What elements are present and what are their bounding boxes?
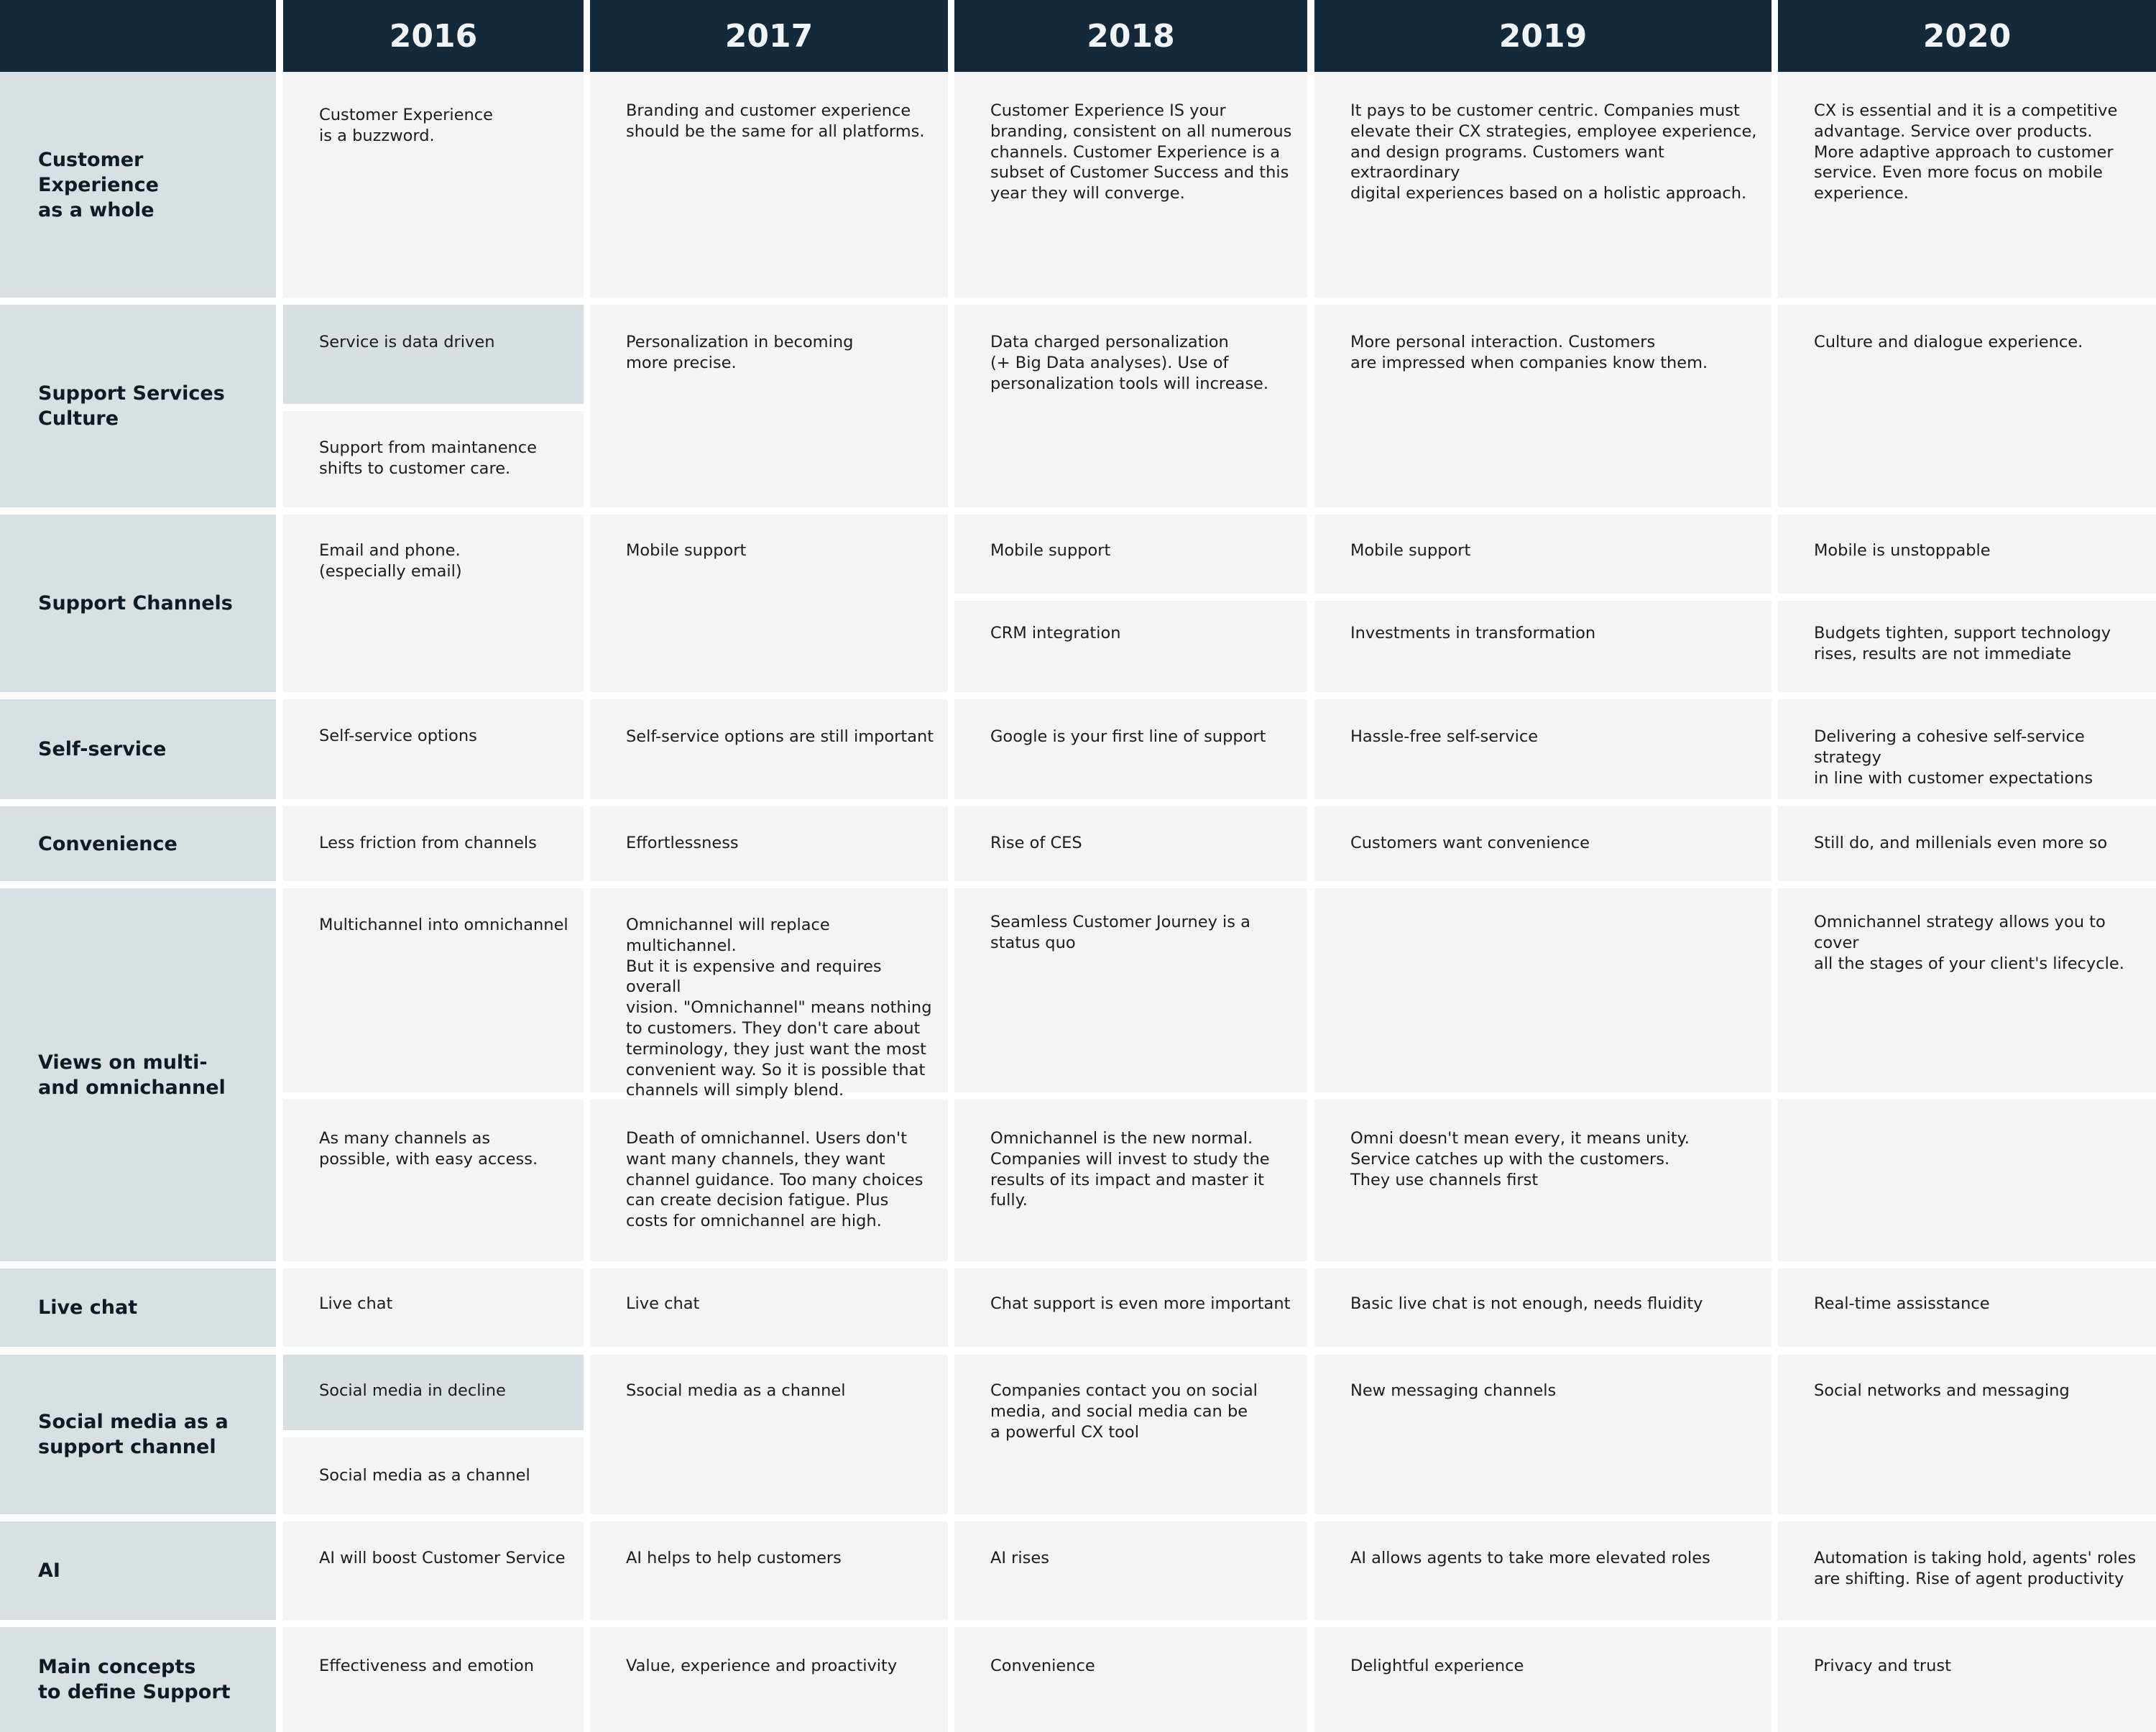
year-header-2017: 2017 xyxy=(590,0,948,72)
cell-text: It pays to be customer centric. Companies must elevate their CX strategies, employee experience, and design programs. Customers want extraordinary digital experiences based on a holistic approach. xyxy=(1350,101,1757,203)
table-cell xyxy=(1778,305,2156,507)
row-label xyxy=(0,1355,276,1514)
row-label-text: Convenience xyxy=(38,832,178,855)
table-cell xyxy=(1314,888,1772,1092)
cell-text: Customers want convenience xyxy=(1350,834,1590,852)
table-cell xyxy=(1778,1627,2156,1732)
table-cell xyxy=(1778,1355,2156,1514)
cell-text: CX is essential and it is a competitive advantage. Service over products. More adaptive approach to customer service. Even more focus on mobile experience. xyxy=(1814,101,2118,203)
cell-text: Effectiveness and emotion xyxy=(319,1657,534,1675)
row-label-text: Self-service xyxy=(38,738,167,760)
row-label xyxy=(0,515,276,692)
cell-text: Still do, and millenials even more so xyxy=(1814,834,2108,852)
table-cell xyxy=(283,515,584,692)
cell-text: More personal interaction. Customers are impressed when companies know them. xyxy=(1350,333,1708,372)
year-header-2019: 2019 xyxy=(1314,0,1772,72)
table-cell xyxy=(954,1627,1307,1732)
table-cell xyxy=(1314,1268,1772,1347)
cell-text: AI helps to help customers xyxy=(626,1549,842,1567)
cell-text: Data charged personalization (+ Big Data analyses). Use of personalization tools will increase. xyxy=(990,333,1269,393)
cell-text: Multichannel into omnichannel xyxy=(319,916,568,934)
table-cell xyxy=(283,699,584,799)
row-label-text: Support Services Culture xyxy=(38,382,225,430)
cell-text: Google is your first line of support xyxy=(990,727,1266,746)
row-label-text: Customer Experience as a whole xyxy=(38,148,159,221)
row-label xyxy=(0,699,276,799)
table-cell xyxy=(283,1100,584,1261)
cell-text: Value, experience and proactivity xyxy=(626,1657,898,1675)
year-header-2018: 2018 xyxy=(954,0,1307,72)
cell-text: Branding and customer experience should be the same for all platforms. xyxy=(626,101,925,141)
table-cell xyxy=(283,1355,584,1430)
table-cell xyxy=(954,888,1307,1092)
cell-text: Support from maintanence shifts to customer care. xyxy=(319,438,538,478)
row-label xyxy=(0,1521,276,1620)
cell-text: As many channels as possible, with easy access. xyxy=(319,1129,538,1169)
cell-text: Convenience xyxy=(990,1657,1095,1675)
cell-text: Real-time assisstance xyxy=(1814,1294,1990,1313)
row-label-text: Social media as a support channel xyxy=(38,1411,229,1458)
cell-text: Mobile support xyxy=(1350,541,1471,560)
cell-text: Less friction from channels xyxy=(319,834,537,852)
cell-text: Delightful experience xyxy=(1350,1657,1524,1675)
table-cell xyxy=(1314,1627,1772,1732)
cell-text: Self-service options are still important xyxy=(626,727,934,746)
cell-text: Social media in decline xyxy=(319,1381,506,1400)
table-cell xyxy=(1314,515,1772,594)
cell-text: Investments in transformation xyxy=(1350,624,1596,642)
table-cell xyxy=(590,515,948,692)
cell-text: Basic live chat is not enough, needs fluidity xyxy=(1350,1294,1703,1313)
table-cell xyxy=(1314,1521,1772,1620)
table-cell xyxy=(590,72,948,298)
row-label-text: Views on multi- and omnichannel xyxy=(38,1051,226,1099)
cell-text: AI will boost Customer Service xyxy=(319,1549,566,1567)
table-cell xyxy=(1778,515,2156,594)
table-cell xyxy=(590,1355,948,1514)
cell-text: Death of omnichannel. Users don't want many channels, they want channel guidance. Too many choices can create decision fatigue. Plus costs for omnichannel are high. xyxy=(626,1129,923,1231)
table-cell xyxy=(1314,72,1772,298)
row-label xyxy=(0,888,276,1261)
row-label xyxy=(0,1627,276,1732)
table-cell xyxy=(1314,806,1772,881)
table-cell xyxy=(283,305,584,404)
row-label xyxy=(0,72,276,298)
cell-text: Automation is taking hold, agents' roles are shifting. Rise of agent productivity xyxy=(1814,1549,2137,1588)
table-cell xyxy=(1314,1100,1772,1261)
cell-text: Self-service options xyxy=(319,727,477,745)
table-cell xyxy=(1778,72,2156,298)
row-label xyxy=(0,806,276,881)
cell-text: Budgets tighten, support technology rises, results are not immediate xyxy=(1814,624,2111,663)
cell-text: CRM integration xyxy=(990,624,1121,642)
table-cell xyxy=(283,1437,584,1514)
table-cell xyxy=(590,888,948,1100)
cell-text: Mobile support xyxy=(626,541,747,560)
table-cell xyxy=(1778,888,2156,1092)
table-cell xyxy=(954,806,1307,881)
table-cell xyxy=(954,72,1307,298)
table-cell xyxy=(590,806,948,881)
cell-text: Mobile is unstoppable xyxy=(1814,541,1991,560)
row-label-text: AI xyxy=(38,1560,60,1582)
row-label-text: Main concepts to define Support xyxy=(38,1656,231,1703)
table-cell xyxy=(590,1627,948,1732)
cell-text: Delivering a cohesive self-service strategy in line with customer expectations xyxy=(1814,727,2093,788)
cell-text: Customer Experience IS your branding, consistent on all numerous channels. Customer Experience is a subset of Customer Success and this year they will converge. xyxy=(990,101,1292,203)
cell-text: Social media as a channel xyxy=(319,1466,530,1485)
table-cell xyxy=(1778,601,2156,692)
cell-text: Email and phone. (especially email) xyxy=(319,541,462,581)
row-label-text: Support Channels xyxy=(38,592,233,614)
table-cell xyxy=(283,411,584,507)
cell-text: Social networks and messaging xyxy=(1814,1381,2070,1400)
table-cell xyxy=(1778,699,2156,799)
table-cell xyxy=(590,1268,948,1347)
cell-text: Omnichannel strategy allows you to cover all the stages of your client's lifecycle. xyxy=(1814,913,2124,973)
row-label xyxy=(0,1268,276,1347)
table-cell xyxy=(283,1627,584,1732)
table-cell xyxy=(590,699,948,799)
cell-text: AI rises xyxy=(990,1549,1049,1567)
cell-text: Rise of CES xyxy=(990,834,1082,852)
table-cell xyxy=(954,515,1307,594)
cell-text: Omni doesn't mean every, it means unity. Service catches up with the customers. They use channels first xyxy=(1350,1129,1690,1189)
table-cell xyxy=(1778,1521,2156,1620)
table-cell xyxy=(283,888,584,1092)
table-cell xyxy=(1314,1355,1772,1514)
year-header-2020: 2020 xyxy=(1778,0,2156,72)
table-cell xyxy=(1778,806,2156,881)
table-cell xyxy=(954,1355,1307,1514)
cell-text: Live chat xyxy=(626,1294,700,1313)
table-cell xyxy=(283,1268,584,1347)
table-cell xyxy=(954,1100,1307,1261)
header-corner xyxy=(0,0,276,72)
table-cell xyxy=(954,699,1307,799)
table-cell xyxy=(590,1521,948,1620)
table-cell xyxy=(954,601,1307,692)
table-cell xyxy=(1778,1268,2156,1347)
cell-text: Service is data driven xyxy=(319,333,495,351)
cell-text: Hassle-free self-service xyxy=(1350,727,1539,746)
table-cell xyxy=(590,305,948,507)
table-cell xyxy=(1314,699,1772,799)
table-cell xyxy=(1314,601,1772,692)
cell-text: New messaging channels xyxy=(1350,1381,1557,1400)
table-cell xyxy=(283,72,584,298)
cell-text: Privacy and trust xyxy=(1814,1657,1951,1675)
cell-text: Live chat xyxy=(319,1294,393,1313)
cell-text: Ssocial media as a channel xyxy=(626,1381,846,1400)
cell-text: Chat support is even more important xyxy=(990,1294,1291,1313)
cell-text: Effortlessness xyxy=(626,834,739,852)
table-cell xyxy=(1314,305,1772,507)
table-cell xyxy=(283,1521,584,1620)
cell-text: AI allows agents to take more elevated roles xyxy=(1350,1549,1710,1567)
table-cell xyxy=(954,1521,1307,1620)
year-header-2016: 2016 xyxy=(283,0,584,72)
table-cell xyxy=(954,1268,1307,1347)
cell-text: Mobile support xyxy=(990,541,1111,560)
table-cell xyxy=(1778,1100,2156,1261)
row-label xyxy=(0,305,276,507)
cell-text: Culture and dialogue experience. xyxy=(1814,333,2083,351)
table-cell xyxy=(283,806,584,881)
cell-text: Personalization in becoming more precise. xyxy=(626,333,854,372)
cell-text: Customer Experience is a buzzword. xyxy=(319,106,493,145)
row-label-text: Live chat xyxy=(38,1296,138,1319)
cell-text: Omnichannel will replace multichannel. But it is expensive and requires overall vision. "Omnichannel" means nothing to customers. They don't care about terminology, they just want the most convenient way. So it is possible that channels will simply blend. xyxy=(626,916,932,1100)
table-cell xyxy=(954,305,1307,507)
cell-text: Seamless Customer Journey is a status quo xyxy=(990,913,1250,952)
cell-text: Companies contact you on social media, and social media can be a powerful CX tool xyxy=(990,1381,1258,1442)
table-cell xyxy=(590,1100,948,1261)
cell-text: Omnichannel is the new normal. Companies will invest to study the results of its impact and master it fully. xyxy=(990,1129,1270,1210)
